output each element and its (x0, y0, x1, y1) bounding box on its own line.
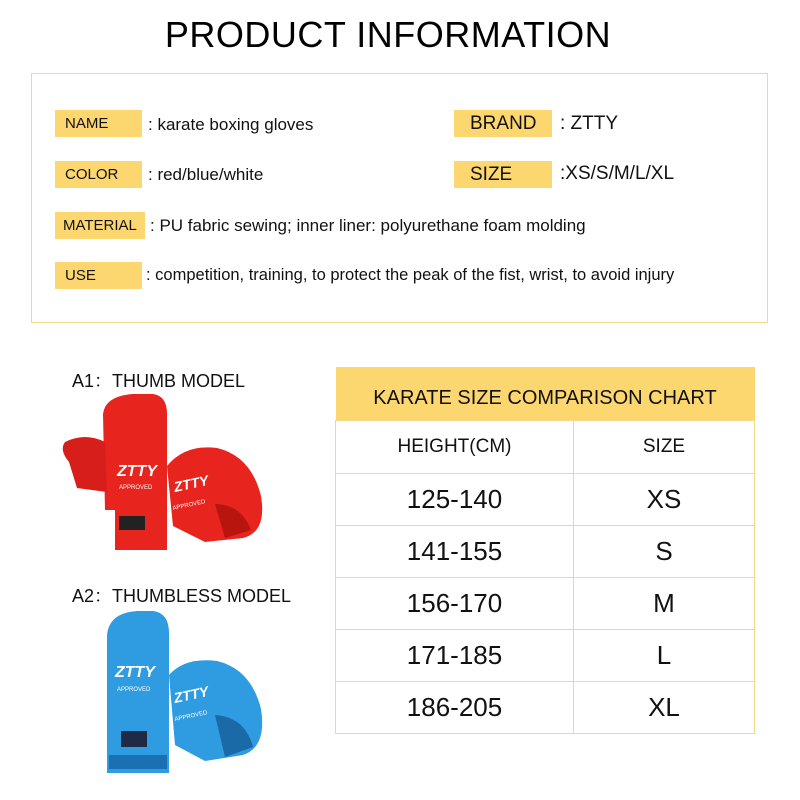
size-column-header: SIZE (574, 420, 755, 473)
height-cell: 186-205 (336, 681, 574, 733)
brand-label: BRAND (454, 110, 552, 137)
material-label: MATERIAL (55, 212, 145, 239)
size-label: SIZE (454, 161, 552, 188)
use-value: : competition, training, to protect the peak of the fist, wrist, to avoid injury (146, 266, 675, 284)
size-cell: S (574, 525, 755, 577)
size-value: :XS/S/M/L/XL (560, 163, 675, 184)
size-cell: XS (574, 473, 755, 525)
red-glove-brand-mark: ZTTY (117, 463, 157, 480)
thumb-model-label: A1：THUMB MODEL (72, 371, 246, 391)
height-column-header: HEIGHT(CM) (336, 420, 574, 473)
material-value: : PU fabric sewing; inner liner: polyurethane foam molding (150, 216, 586, 235)
brand-value: : ZTTY (560, 113, 619, 134)
size-cell: L (574, 629, 755, 681)
blue-glove-brand-mark: ZTTY (115, 664, 155, 681)
product-info-box (31, 73, 768, 323)
blue-glove-brand-mark-2: ZTTY (172, 683, 210, 706)
blue-gloves-image (95, 605, 295, 790)
red-glove-brand-mark-2: ZTTY (172, 472, 210, 495)
name-label: NAME (55, 110, 142, 137)
color-label: COLOR (55, 161, 142, 188)
page-title: PRODUCT INFORMATION (164, 14, 612, 55)
height-cell: 171-185 (336, 629, 574, 681)
chart-title: KARATE SIZE COMPARISON CHART (336, 367, 755, 420)
blue-glove-approved-mark-2: APPROVED (174, 710, 209, 723)
table-row (336, 525, 755, 577)
blue-glove-approved-mark: APPROVED (117, 687, 151, 693)
use-label: USE (55, 262, 142, 289)
table-row (336, 681, 755, 733)
color-value: : red/blue/white (148, 165, 264, 184)
size-cell: XL (574, 681, 755, 733)
red-glove-approved-mark: APPROVED (119, 485, 153, 491)
name-value: : karate boxing gloves (148, 115, 314, 134)
table-row (336, 577, 755, 629)
height-cell: 156-170 (336, 577, 574, 629)
height-cell: 141-155 (336, 525, 574, 577)
size-cell: M (574, 577, 755, 629)
table-row (336, 629, 755, 681)
red-glove-approved-mark-2: APPROVED (172, 499, 207, 512)
red-gloves-image (55, 392, 305, 562)
height-cell: 125-140 (336, 473, 574, 525)
table-row (336, 473, 755, 525)
size-comparison-chart (335, 367, 755, 734)
thumbless-model-label: A2：THUMBLESS MODEL (72, 586, 292, 606)
